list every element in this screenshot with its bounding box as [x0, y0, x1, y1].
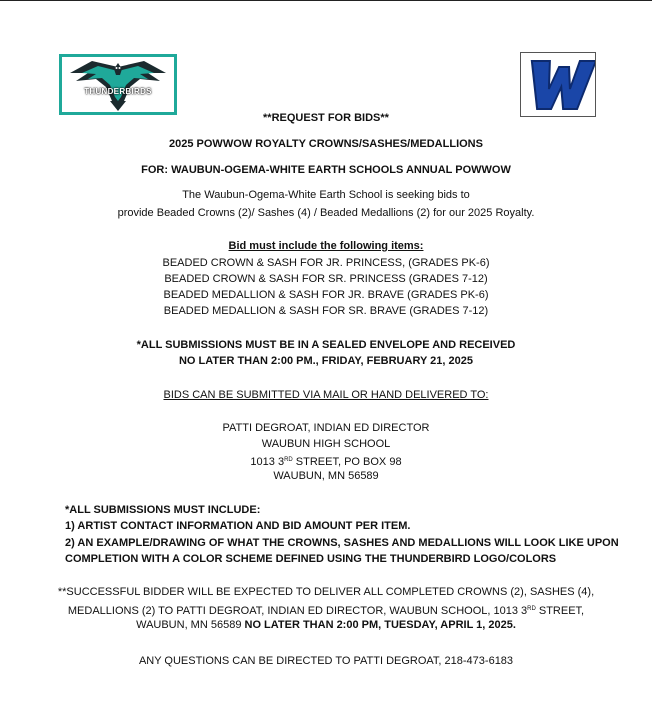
- address-street-ordinal: RD: [284, 457, 293, 463]
- item-line: BEADED MEDALLION & SASH FOR SR. BRAVE (GRADES 7-12): [163, 305, 489, 317]
- request-heading: **REQUEST FOR BIDS**: [263, 112, 389, 124]
- requirement-2-continued: COMPLETION WITH A COLOR SCHEME DEFINED USING THE THUNDERBIRD LOGO/COLORS: [65, 553, 557, 565]
- thunderbirds-logo-text: THUNDERBIRDS: [84, 87, 152, 96]
- delivery-city: WAUBUN, MN 56589: [136, 619, 245, 631]
- for-line: FOR: WAUBUN-OGEMA-WHITE EARTH SCHOOLS ANNUAL POWWOW: [141, 164, 511, 176]
- waubun-w-logo: [520, 52, 596, 117]
- items-heading: Bid must include the following items:: [228, 240, 424, 252]
- delivery-address-start: MEDALLIONS (2) TO PATTI DEGROAT, INDIAN ED DIRECTOR, WAUBUN SCHOOL, 1013 3: [67, 605, 528, 617]
- submit-heading: BIDS CAN BE SUBMITTED VIA MAIL OR HAND DELIVERED TO:: [163, 389, 489, 401]
- requirement-2: 2) AN EXAMPLE/DRAWING OF WHAT THE CROWNS, SASHES AND MEDALLIONS WILL LOOK LIKE UPON: [65, 537, 619, 549]
- requirements-heading: *ALL SUBMISSIONS MUST INCLUDE:: [65, 504, 261, 516]
- document-title: 2025 POWWOW ROYALTY CROWNS/SASHES/MEDALLIONS: [169, 138, 483, 150]
- address-name: PATTI DEGROAT, INDIAN ED DIRECTOR: [222, 422, 430, 434]
- item-line: BEADED CROWN & SASH FOR JR. PRINCESS, (GRADES PK-6): [162, 257, 490, 269]
- address-street: [0, 453, 652, 469]
- intro-line-1: The Waubun-Ogema-White Earth School is seeking bids to: [182, 189, 470, 201]
- delivery-street-ordinal: RD: [527, 606, 536, 612]
- address-street-rest: STREET, PO BOX 98: [292, 456, 402, 468]
- deadline-line-1: *ALL SUBMISSIONS MUST BE IN A SEALED ENVELOPE AND RECEIVED: [136, 339, 516, 351]
- thunderbirds-logo: [59, 54, 177, 115]
- contact-line: ANY QUESTIONS CAN BE DIRECTED TO PATTI DEGROAT, 218-473-6183: [138, 655, 514, 667]
- deadline-line-2: NO LATER THAN 2:00 PM., FRIDAY, FEBRUARY 21, 2025: [178, 355, 473, 367]
- item-line: BEADED MEDALLION & SASH FOR JR. BRAVE (GRADES PK-6): [163, 289, 489, 301]
- delivery-line-1: **SUCCESSFUL BIDDER WILL BE EXPECTED TO DELIVER ALL COMPLETED CROWNS (2), SASHES (4),: [57, 586, 595, 598]
- address-street-number: 1013 3: [250, 456, 285, 468]
- address-city: WAUBUN, MN 56589: [273, 470, 379, 482]
- requirement-1: 1) ARTIST CONTACT INFORMATION AND BID AMOUNT PER ITEM.: [65, 520, 411, 532]
- delivery-deadline: NO LATER THAN 2:00 PM, TUESDAY, APRIL 1, 2025.: [244, 619, 516, 631]
- item-line: BEADED CROWN & SASH FOR SR. PRINCESS (GRADES 7-12): [164, 273, 488, 285]
- intro-line-2: provide Beaded Crowns (2)/ Sashes (4) / Beaded Medallions (2) for our 2025 Royalty.: [117, 207, 535, 219]
- delivery-line-3: [0, 618, 652, 632]
- address-school: WAUBUN HIGH SCHOOL: [261, 438, 391, 450]
- w-letter-icon: [521, 53, 595, 116]
- top-border-line: [0, 0, 652, 1]
- delivery-line-2: [0, 602, 652, 618]
- delivery-address-end: STREET,: [535, 605, 585, 617]
- thunderbird-icon: [62, 57, 174, 112]
